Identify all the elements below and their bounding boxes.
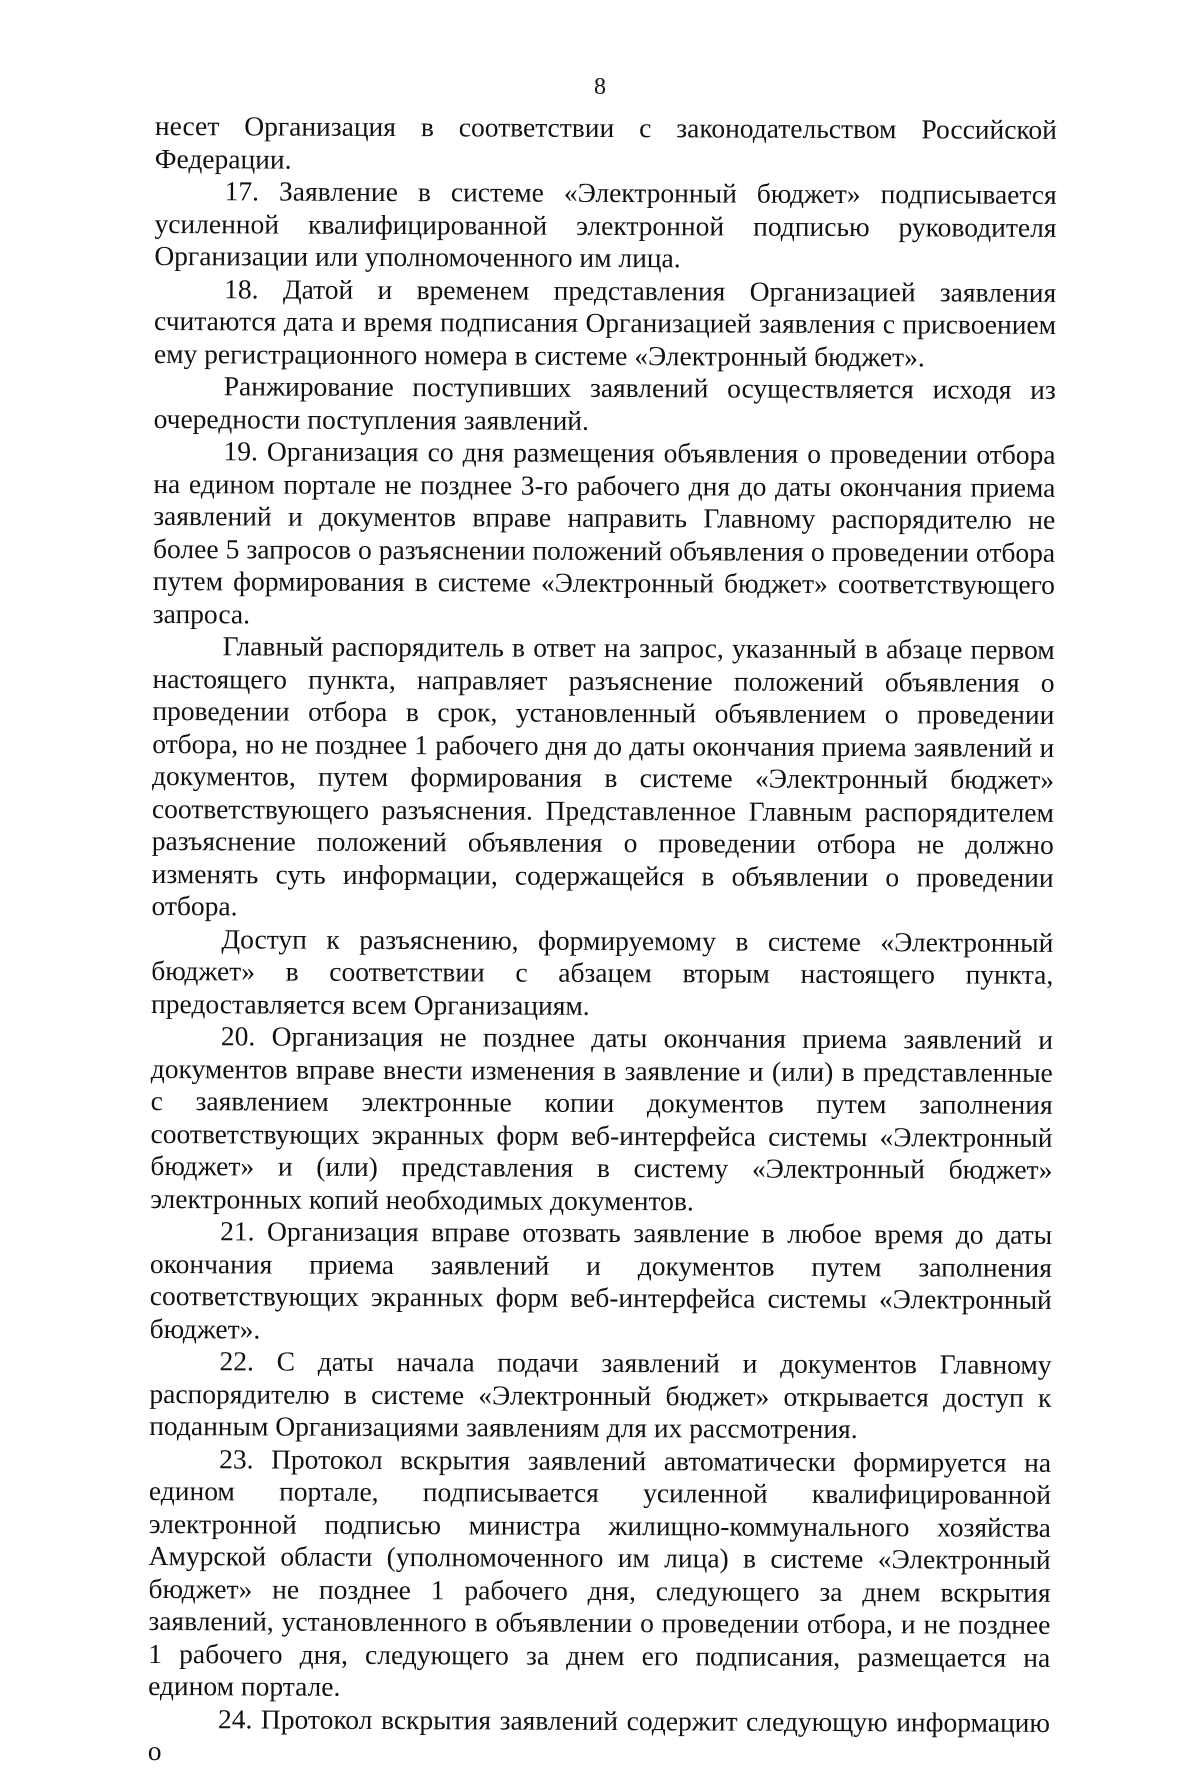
paragraph-19-access: Доступ к разъяснению, формируемому в системе «Электронный бюджет» в соответствии с абзацем вторым настоящего пункта, предоставляется всем Организациям. (151, 922, 1054, 1021)
paragraph-20: 20. Организация не позднее даты окончания приема заявлений и документов вправе внести изменения в заявление и (или) в представленные с заявлением электронные копии документов путем заполнения соответствующих экранных форм веб-интерфейса системы «Электронный бюджет» и (или) представления в систему «Электронный бюджет» электронных копий необходимых документов. (150, 1020, 1054, 1216)
paragraph-18-ranking: Ранжирование поступивших заявлений осуществляется исходя из очередности поступления заявлений. (153, 370, 1056, 436)
paragraph-19-response: Главный распорядитель в ответ на запрос, указанный в абзаце первом настоящего пункта, направляет разъяснение положений объявления о проведении отбора в срок, установленный объявлением о проведении отбора, но не позднее 1 рабочего дня до даты окончания приема заявлений и документов, путем формирования в системе «Электронный бюджет» соответствующего разъяснения. Представленное Главным распорядителем разъяснение положений объявления о проведении отбора не должно изменять суть информации, содержащейся в объявлении о проведении отбора. (151, 630, 1055, 922)
paragraph-24: 24. Протокол вскрытия заявлений содержит следующую информацию о (147, 1702, 1051, 1767)
paragraph-22: 22. С даты начала подачи заявлений и документов Главному распорядителю в системе «Электронный бюджет» открывается доступ к поданным Организациями заявлениям для их рассмотрения. (149, 1345, 1052, 1445)
document-body (148, 110, 1057, 1771)
paragraph-21: 21. Организация вправе отозвать заявление в любое время до даты окончания приема заявлений и документов путем заполнения соответствующих экранных форм веб-интерфейса системы «Электронный бюджет». (149, 1215, 1053, 1344)
page-number: 8 (594, 74, 606, 100)
paragraph-17: 17. Заявление в системе «Электронный бюджет» подписывается усиленной квалифицированной электронной подписью руководителя Организации или уполномоченного им лица. (154, 175, 1057, 274)
paragraph-23: 23. Протокол вскрытия заявлений автоматически формируется на едином портале, подписывается усиленной квалифицированной электронной подписью министра жилищно-коммунального хозяйства Амурской области (уполномоченного им лица) в системе «Электронный бюджет» не позднее 1 рабочего дня, следующего за днем вскрытия заявлений, установленного в объявлении о проведении отбора, и не позднее 1 рабочего дня, следующего за днем его подписания, размещается на едином портале. (148, 1442, 1052, 1702)
paragraph-19: 19. Организация со дня размещения объявления о проведении отбора на едином портале не позднее 3-го рабочего дня до даты окончания приема заявлений и документов вправе направить Главному распорядителю не более 5 запросов о разъяснении положений объявления о проведении отбора путем формирования в системе «Электронный бюджет» соответствующего запроса. (152, 435, 1056, 629)
paragraph-18: 18. Датой и временем представления Организацией заявления считаются дата и время подписания Организацией заявления с присвоением ему регистрационного номера в системе «Электронный бюджет». (153, 272, 1057, 372)
paragraph-continuation: несет Организация в соответствии с законодательством Российской Федерации. (154, 110, 1057, 175)
